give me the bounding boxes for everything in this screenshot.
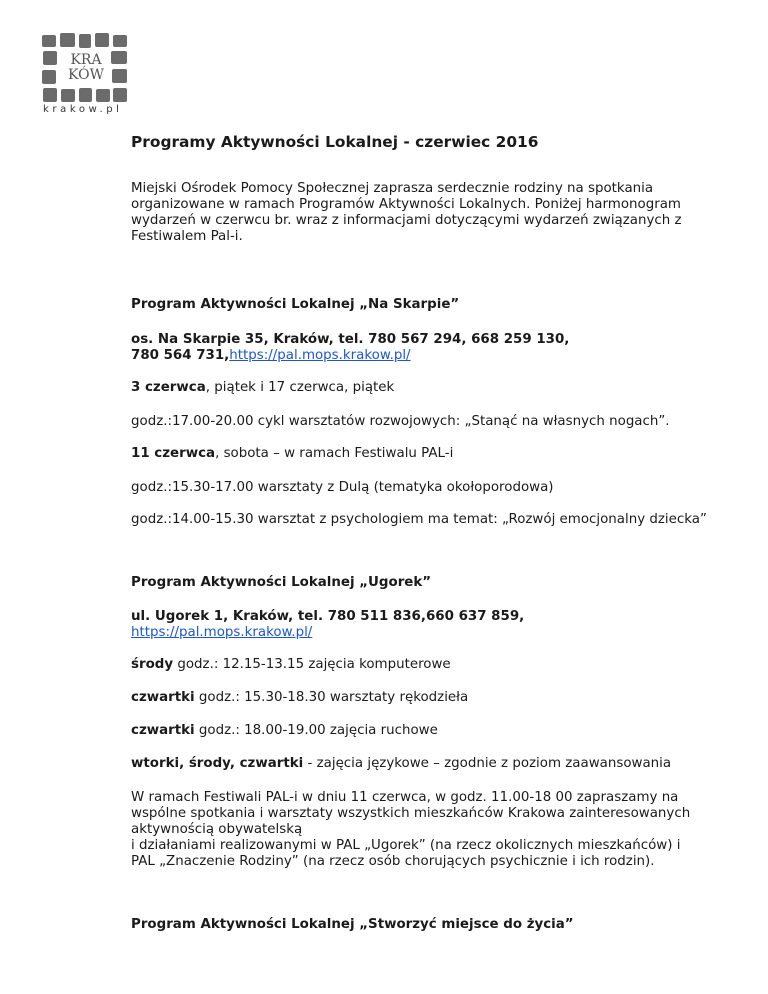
logo-wordmark: KRA KÓW xyxy=(68,52,104,83)
logo-caption[interactable]: krakow.pl xyxy=(43,104,123,115)
section-ugorek-address: ul. Ugorek 1, Kraków, tel. 780 511 836,660 637 859, xyxy=(131,609,525,624)
section-ugorek-heading: Program Aktywności Lokalnej „Ugorek” xyxy=(131,575,432,590)
ugorek-schedule-row xyxy=(131,723,438,739)
section-stworzyc-heading: Program Aktywności Lokalnej „Stworzyć miejsce do życia” xyxy=(131,917,574,932)
na-skarpie-date-2 xyxy=(131,446,453,462)
section-na-skarpie-address-2 xyxy=(131,348,411,364)
ugorek-festival-line-2: wspólne spotkania i warsztaty wszystkich mieszkańców Krakowa zainteresowanych xyxy=(131,806,691,821)
na-skarpie-date-1 xyxy=(131,380,394,396)
ugorek-festival-line-3: aktywnością obywatelską xyxy=(131,822,303,837)
schedule-day: środy xyxy=(131,657,174,672)
ugorek-schedule-row xyxy=(131,690,468,706)
schedule-day: czwartki xyxy=(131,690,195,705)
na-skarpie-event-3: godz.:14.00-15.30 warsztat z psychologiem ma temat: „Rozwój emocjonalny dziecka” xyxy=(131,512,707,527)
date-bold: 11 czerwca xyxy=(131,446,216,461)
intro-line-1: Miejski Ośrodek Pomocy Społecznej zaprasza serdecznie rodziny na spotkania xyxy=(131,181,654,196)
schedule-detail: godz.: 12.15-13.15 zajęcia komputerowe xyxy=(173,657,451,672)
ugorek-festival-line-4: i działaniami realizowanymi w PAL „Ugorek” (na rzecz okolicznych mieszkańców) i xyxy=(131,838,681,853)
intro-line-2: organizowane w ramach Programów Aktywności Lokalnych. Poniżej harmonogram xyxy=(131,197,681,212)
schedule-detail: godz.: 15.30-18.30 warsztaty rękodzieła xyxy=(194,690,469,705)
address-phone: 780 564 731, xyxy=(131,348,230,363)
ugorek-festival-line-5: PAL „Znaczenie Rodziny” (na rzecz osób chorujących psychicznie i ich rodzin). xyxy=(131,854,655,869)
schedule-detail: godz.: 18.00-19.00 zajęcia ruchowe xyxy=(194,723,438,738)
date-rest: , sobota – w ramach Festiwalu PAL-i xyxy=(215,446,454,461)
section-na-skarpie-address-1: os. Na Skarpie 35, Kraków, tel. 780 567 294, 668 259 130, xyxy=(131,332,570,347)
na-skarpie-event-1: godz.:17.00-20.00 cykl warsztatów rozwojowych: „Stanąć na własnych nogach”. xyxy=(131,414,670,429)
section-na-skarpie-heading: Program Aktywności Lokalnej „Na Skarpie” xyxy=(131,297,460,312)
ugorek-schedule-row xyxy=(131,657,451,673)
schedule-detail: - zajęcia językowe – zgodnie z poziom zaawansowania xyxy=(303,756,672,771)
date-rest: , piątek i 17 czerwca, piątek xyxy=(205,380,395,395)
date-bold: 3 czerwca xyxy=(131,380,206,395)
ugorek-link[interactable]: https://pal.mops.krakow.pl/ xyxy=(131,625,313,640)
ugorek-festival-line-1: W ramach Festiwali PAL-i w dniu 11 czerwca, w godz. 11.00-18 00 zapraszamy na xyxy=(131,790,679,805)
page-title: Programy Aktywności Lokalnej - czerwiec 2016 xyxy=(131,133,539,151)
schedule-day: czwartki xyxy=(131,723,195,738)
schedule-day: wtorki, środy, czwartki xyxy=(131,756,304,771)
intro-line-3: wydarzeń w czerwcu br. wraz z informacjami dotyczącymi wydarzeń związanych z xyxy=(131,213,682,228)
na-skarpie-link[interactable]: https://pal.mops.krakow.pl/ xyxy=(229,348,411,363)
intro-line-4: Festiwalem Pal-i. xyxy=(131,229,243,244)
ugorek-link-line xyxy=(131,625,312,641)
na-skarpie-event-2: godz.:15.30-17.00 warsztaty z Dulą (tematyka okołoporodowa) xyxy=(131,480,554,495)
ugorek-schedule-row xyxy=(131,756,671,772)
